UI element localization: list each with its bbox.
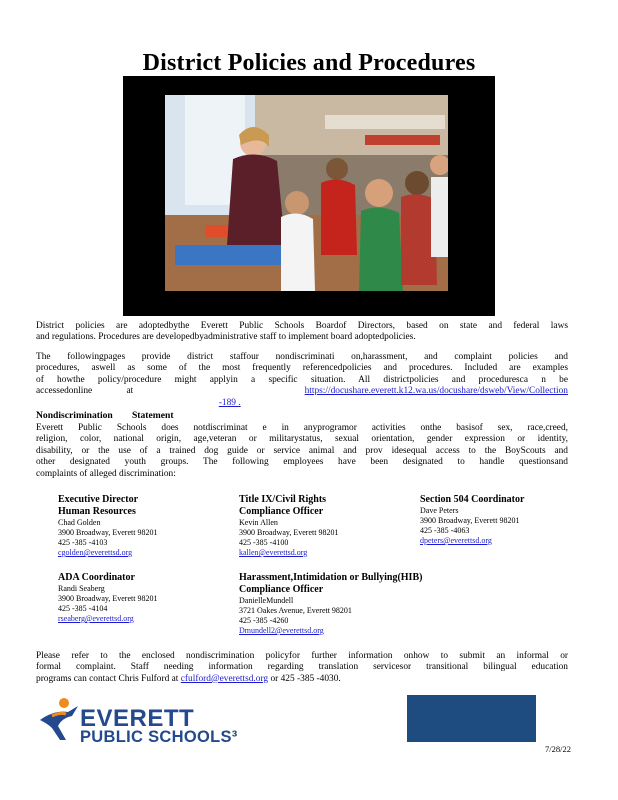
contact-title: Human Resources — [58, 506, 136, 517]
intro-line: District policies are adoptedbythe Everett Public Schools Boardof Directors, based on state and federal laws — [36, 321, 568, 331]
contact-address: 3721 Oakes Avenue, Everett 98201 — [239, 606, 352, 615]
contact-address: 3900 Broadway, Everett 98201 — [58, 594, 158, 603]
contact-title: ADA Coordinator — [58, 572, 135, 583]
contact-executive-director — [58, 494, 208, 558]
contact-name: Randi Seaberg — [58, 584, 105, 593]
contact-name: DanielleMundell — [239, 596, 294, 605]
policies-paragraph — [36, 352, 568, 409]
contact-email[interactable]: cgolden@everettsd.org — [58, 548, 133, 557]
page-title: District Policies and Procedures — [142, 50, 476, 76]
classroom-photo-illustration — [165, 95, 448, 291]
nondiscrimination-line: Everett Public Schools does notdiscriminat e in anyprogramor activities onthe basisof sex, race,creed, — [36, 423, 568, 433]
contact-phone: 425 -385 -4103 — [58, 538, 108, 547]
contact-address: 3900 Broadway, Everett 98201 — [239, 528, 339, 537]
contact-section-504 — [420, 494, 580, 546]
document-date: 7/28/22 — [545, 744, 571, 754]
policies-line: procedures, aswell as some of the most frequently referencedpolicies and procedures. Included are examples — [36, 363, 568, 374]
nondiscrimination-paragraph — [36, 423, 568, 480]
intro-line: and regulations. Procedures are developedbyadministrative staff to implement board adoptedpolicies. — [36, 332, 416, 343]
closing-line — [36, 674, 568, 685]
classroom-photo — [165, 95, 448, 291]
contact-hib — [239, 572, 479, 636]
contact-address: 3900 Broadway, Everett 98201 — [58, 528, 158, 537]
contact-title: Executive Director — [58, 494, 139, 505]
policies-line: The followingpages provide district staffour nondiscriminati on,harassment, and complaint policies and — [36, 352, 568, 362]
leaping-person-logo-icon — [38, 696, 82, 747]
contact-name: Kevin Allen — [239, 518, 278, 527]
contact-title: Harassment,Intimidation or Bullying(HIB) — [239, 572, 423, 583]
closing-paragraph — [36, 651, 568, 685]
contact-phone: 425 -385 -4063 — [420, 526, 470, 535]
contact-email[interactable]: dpeters@everettsd.org — [420, 536, 492, 545]
nondiscrimination-line: complaints of alleged discrimination: — [36, 468, 176, 479]
closing-phone: or 425 -385 -4030. — [270, 673, 341, 684]
contact-ada — [58, 572, 208, 624]
contact-title: Compliance Officer — [239, 584, 324, 595]
contact-title: Section 504 Coordinator — [420, 494, 525, 505]
nondiscrimination-heading: Nondiscrimination Statement — [36, 410, 174, 421]
contact-name: Chad Golden — [58, 518, 101, 527]
closing-line: Please refer to the enclosed nondiscrimination policyfor further information onhow to submit an informal or — [36, 651, 568, 661]
contact-title-ix — [239, 494, 399, 558]
nondiscrimination-line: other designated youth groups. The following employees have been designated to handle questionsand — [36, 457, 568, 468]
closing-prefix: programs can contact Chris Fulford at — [36, 673, 179, 684]
nondiscrimination-line: religion, color, national origin, age,veteran or militarystatus, sexual orientation, gender expression or identity, — [36, 434, 568, 445]
contact-name: Dave Peters — [420, 506, 459, 515]
logo-text-public-schools: PUBLIC SCHOOLS³ — [80, 728, 238, 746]
contact-phone: 425 -385 -4100 — [239, 538, 289, 547]
docushare-link[interactable]: https://docushare.everett.k12.wa.us/docushare/dsweb/View/Collection — [304, 386, 568, 397]
contact-phone: 425 -385 -4260 — [239, 616, 289, 625]
intro-paragraph — [36, 321, 568, 344]
fulford-email[interactable]: cfulford@everettsd.org — [180, 673, 269, 684]
contact-title: Compliance Officer — [239, 506, 324, 517]
blue-block — [407, 695, 536, 742]
policies-line: of howthe policy/procedure might applyin a specific situation. All districtpolicies and proceduresca n be — [36, 374, 568, 385]
nondiscrimination-line: disability, or the use of a trained dog guide or service animal and prov idesequal access to the BoyScouts and — [36, 445, 568, 456]
logo-text-everett: EVERETT — [80, 705, 195, 732]
contact-address: 3900 Broadway, Everett 98201 — [420, 516, 520, 525]
policies-prefix: accessedonline at — [36, 386, 134, 397]
policies-line — [36, 386, 568, 409]
contact-title: Title IX/Civil Rights — [239, 494, 327, 505]
contact-email[interactable]: kallen@everettsd.org — [239, 548, 308, 557]
collection-number[interactable]: -189 . — [218, 397, 241, 408]
closing-line: formal complaint. Staff needing information regarding translation servicesor transitional bilingual education — [36, 662, 568, 673]
contact-phone: 425 -385 -4104 — [58, 604, 108, 613]
contact-email[interactable]: rseaberg@everettsd.org — [58, 614, 134, 623]
contact-email[interactable]: Dmundell2@everettsd.org — [239, 626, 324, 635]
